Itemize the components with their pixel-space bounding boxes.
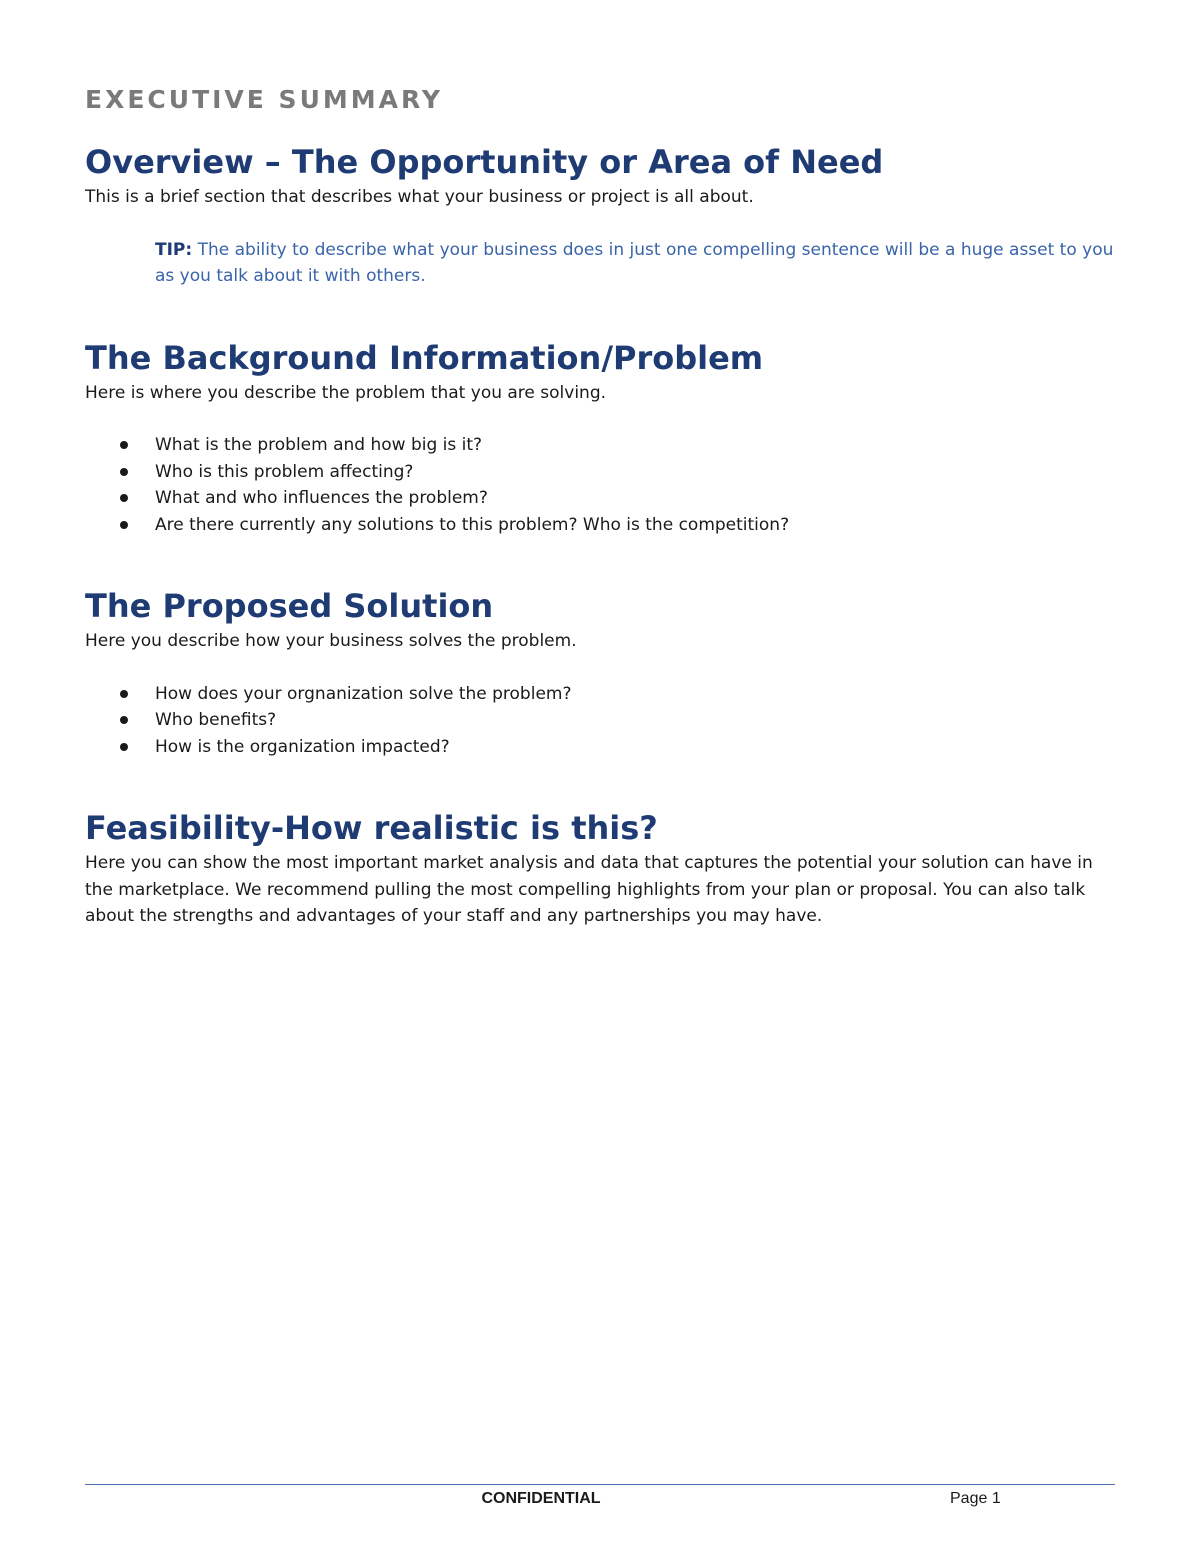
document-title: EXECUTIVE SUMMARY — [85, 85, 443, 114]
list-item-text: How is the organization impacted? — [155, 736, 450, 757]
list-item — [85, 707, 1115, 734]
overview-tip — [155, 237, 1115, 290]
list-item-text: Are there currently any solutions to this problem? Who is the competition? — [155, 514, 790, 535]
bullet-icon — [120, 690, 128, 698]
footer-confidential: CONFIDENTIAL — [481, 1490, 601, 1507]
background-intro: Here is where you describe the problem that you are solving. — [85, 382, 607, 403]
bullet-icon — [120, 716, 128, 724]
solution-heading: The Proposed Solution — [85, 587, 494, 625]
list-item — [85, 485, 1115, 512]
list-item-text: What and who influences the problem? — [155, 488, 488, 508]
list-item-text: Who is this problem affecting? — [155, 461, 414, 482]
list-item — [85, 459, 1115, 486]
solution-bullet-list — [85, 681, 1115, 761]
feasibility-body: Here you can show the most important market analysis and data that captures the potential your solution can have in the marketplace. We recommend pulling the most compelling highlights from your plan or proposal. You can also talk about the strengths and advantages of your staff and any partnerships you may have. — [85, 853, 1093, 926]
tip-label: TIP: — [155, 239, 193, 260]
footer-page-number: Page 1 — [950, 1490, 1001, 1507]
list-item-text: How does your orgnanization solve the problem? — [155, 683, 572, 704]
list-item-text: What is the problem and how big is it? — [155, 435, 483, 455]
bullet-icon — [120, 743, 128, 751]
solution-intro: Here you describe how your business solves the problem. — [85, 631, 577, 651]
list-item — [85, 734, 1115, 761]
bullet-icon — [120, 468, 128, 476]
bullet-icon — [120, 494, 128, 502]
bullet-icon — [120, 441, 128, 449]
list-item-text: Who benefits? — [155, 710, 277, 730]
list-item — [85, 681, 1115, 708]
bullet-icon — [120, 521, 128, 529]
list-item — [85, 432, 1115, 459]
feasibility-heading: Feasibility-How realistic is this? — [85, 809, 658, 847]
tip-text: The ability to describe what your business does in just one compelling sentence will be a huge asset to you as you talk about it with others. — [155, 239, 1114, 286]
list-item — [85, 512, 1115, 539]
footer-divider — [85, 1484, 1115, 1485]
page-content — [85, 84, 1115, 930]
overview-intro: This is a brief section that describes what your business or project is all about. — [85, 187, 754, 207]
background-heading: The Background Information/Problem — [85, 338, 764, 377]
background-bullet-list — [85, 432, 1115, 538]
overview-heading: Overview – The Opportunity or Area of Need — [85, 143, 884, 181]
